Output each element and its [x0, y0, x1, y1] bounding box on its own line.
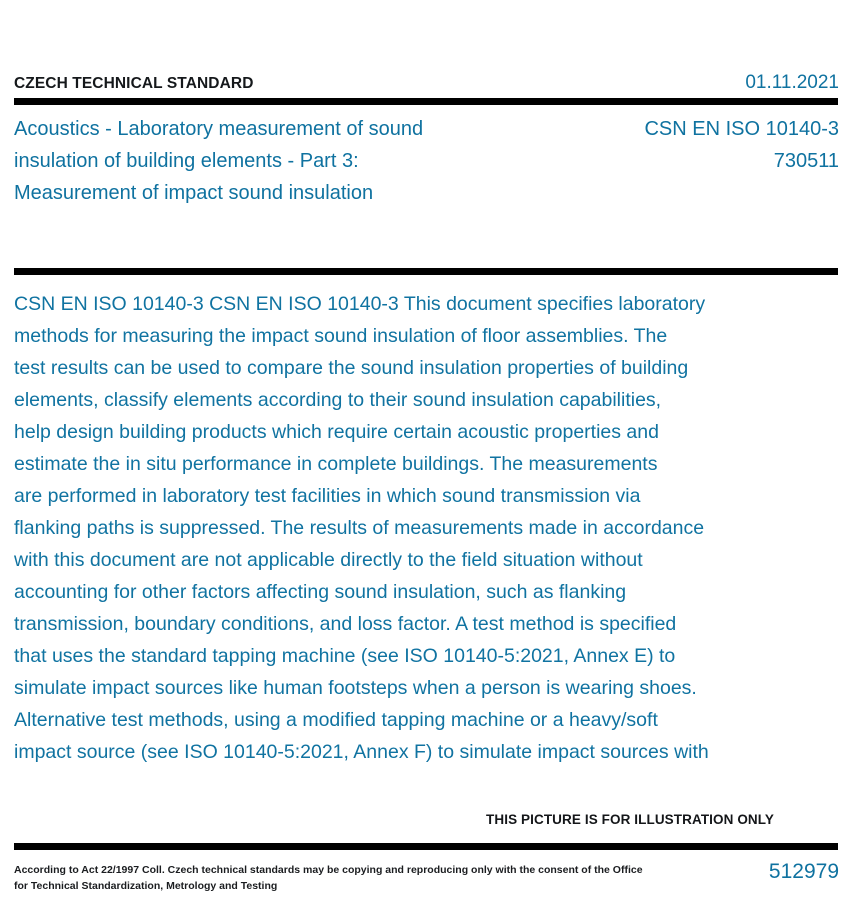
title-line: insulation of building elements - Part 3:: [14, 150, 359, 172]
copyright-line: for Technical Standardization, Metrology and Testing: [14, 880, 278, 892]
abstract-line: with this document are not applicable directly to the field situation without: [14, 549, 643, 571]
abstract-line: simulate impact sources like human footsteps when a person is wearing shoes.: [14, 677, 697, 699]
abstract-line: transmission, boundary conditions, and loss factor. A test method is specified: [14, 613, 677, 635]
title-line: Measurement of impact sound insulation: [14, 182, 374, 204]
standard-designation: CSN EN ISO 10140-3: [644, 118, 839, 140]
classification-code: 730511: [773, 150, 839, 172]
designation-block: [644, 113, 839, 177]
abstract-line: test results can be used to compare the sound insulation properties of building: [14, 357, 689, 379]
publication-date: 01.11.2021: [745, 72, 839, 93]
copyright-line: According to Act 22/1997 Coll. Czech technical standards may be copying and reproducing only with the consent of the Office: [14, 864, 643, 876]
document-header: [14, 72, 839, 94]
abstract-line: are performed in laboratory test facilities in which sound transmission via: [14, 485, 641, 507]
abstract-divider-rule: [14, 268, 838, 275]
document-footer: [14, 862, 839, 894]
copyright-notice: [14, 862, 643, 894]
abstract-text: [14, 288, 814, 768]
document-type-label: CZECH TECHNICAL STANDARD: [14, 75, 254, 92]
illustration-disclaimer: THIS PICTURE IS FOR ILLUSTRATION ONLY: [486, 812, 774, 827]
document-title: [14, 113, 423, 209]
abstract-line: methods for measuring the impact sound insulation of floor assemblies. The: [14, 325, 668, 347]
abstract-line: that uses the standard tapping machine (see ISO 10140-5:2021, Annex E) to: [14, 645, 676, 667]
title-block: [14, 113, 839, 209]
abstract-line: accounting for other factors affecting sound insulation, such as flanking: [14, 581, 627, 603]
abstract-line: help design building products which require certain acoustic properties and: [14, 421, 659, 443]
abstract-line: elements, classify elements according to their sound insulation capabilities,: [14, 389, 662, 411]
abstract-line: Alternative test methods, using a modified tapping machine or a heavy/soft: [14, 709, 658, 731]
abstract-line: estimate the in situ performance in complete buildings. The measurements: [14, 453, 658, 475]
abstract-line: flanking paths is suppressed. The results of measurements made in accordance: [14, 517, 705, 539]
abstract-line: impact source (see ISO 10140-5:2021, Annex F) to simulate impact sources with: [14, 741, 709, 763]
header-divider-rule: [14, 98, 838, 105]
abstract-line: CSN EN ISO 10140-3 CSN EN ISO 10140-3 This document specifies laboratory: [14, 293, 706, 315]
title-line: Acoustics - Laboratory measurement of sound: [14, 118, 424, 140]
footer-divider-rule: [14, 843, 838, 850]
catalog-number: 512979: [768, 860, 839, 883]
